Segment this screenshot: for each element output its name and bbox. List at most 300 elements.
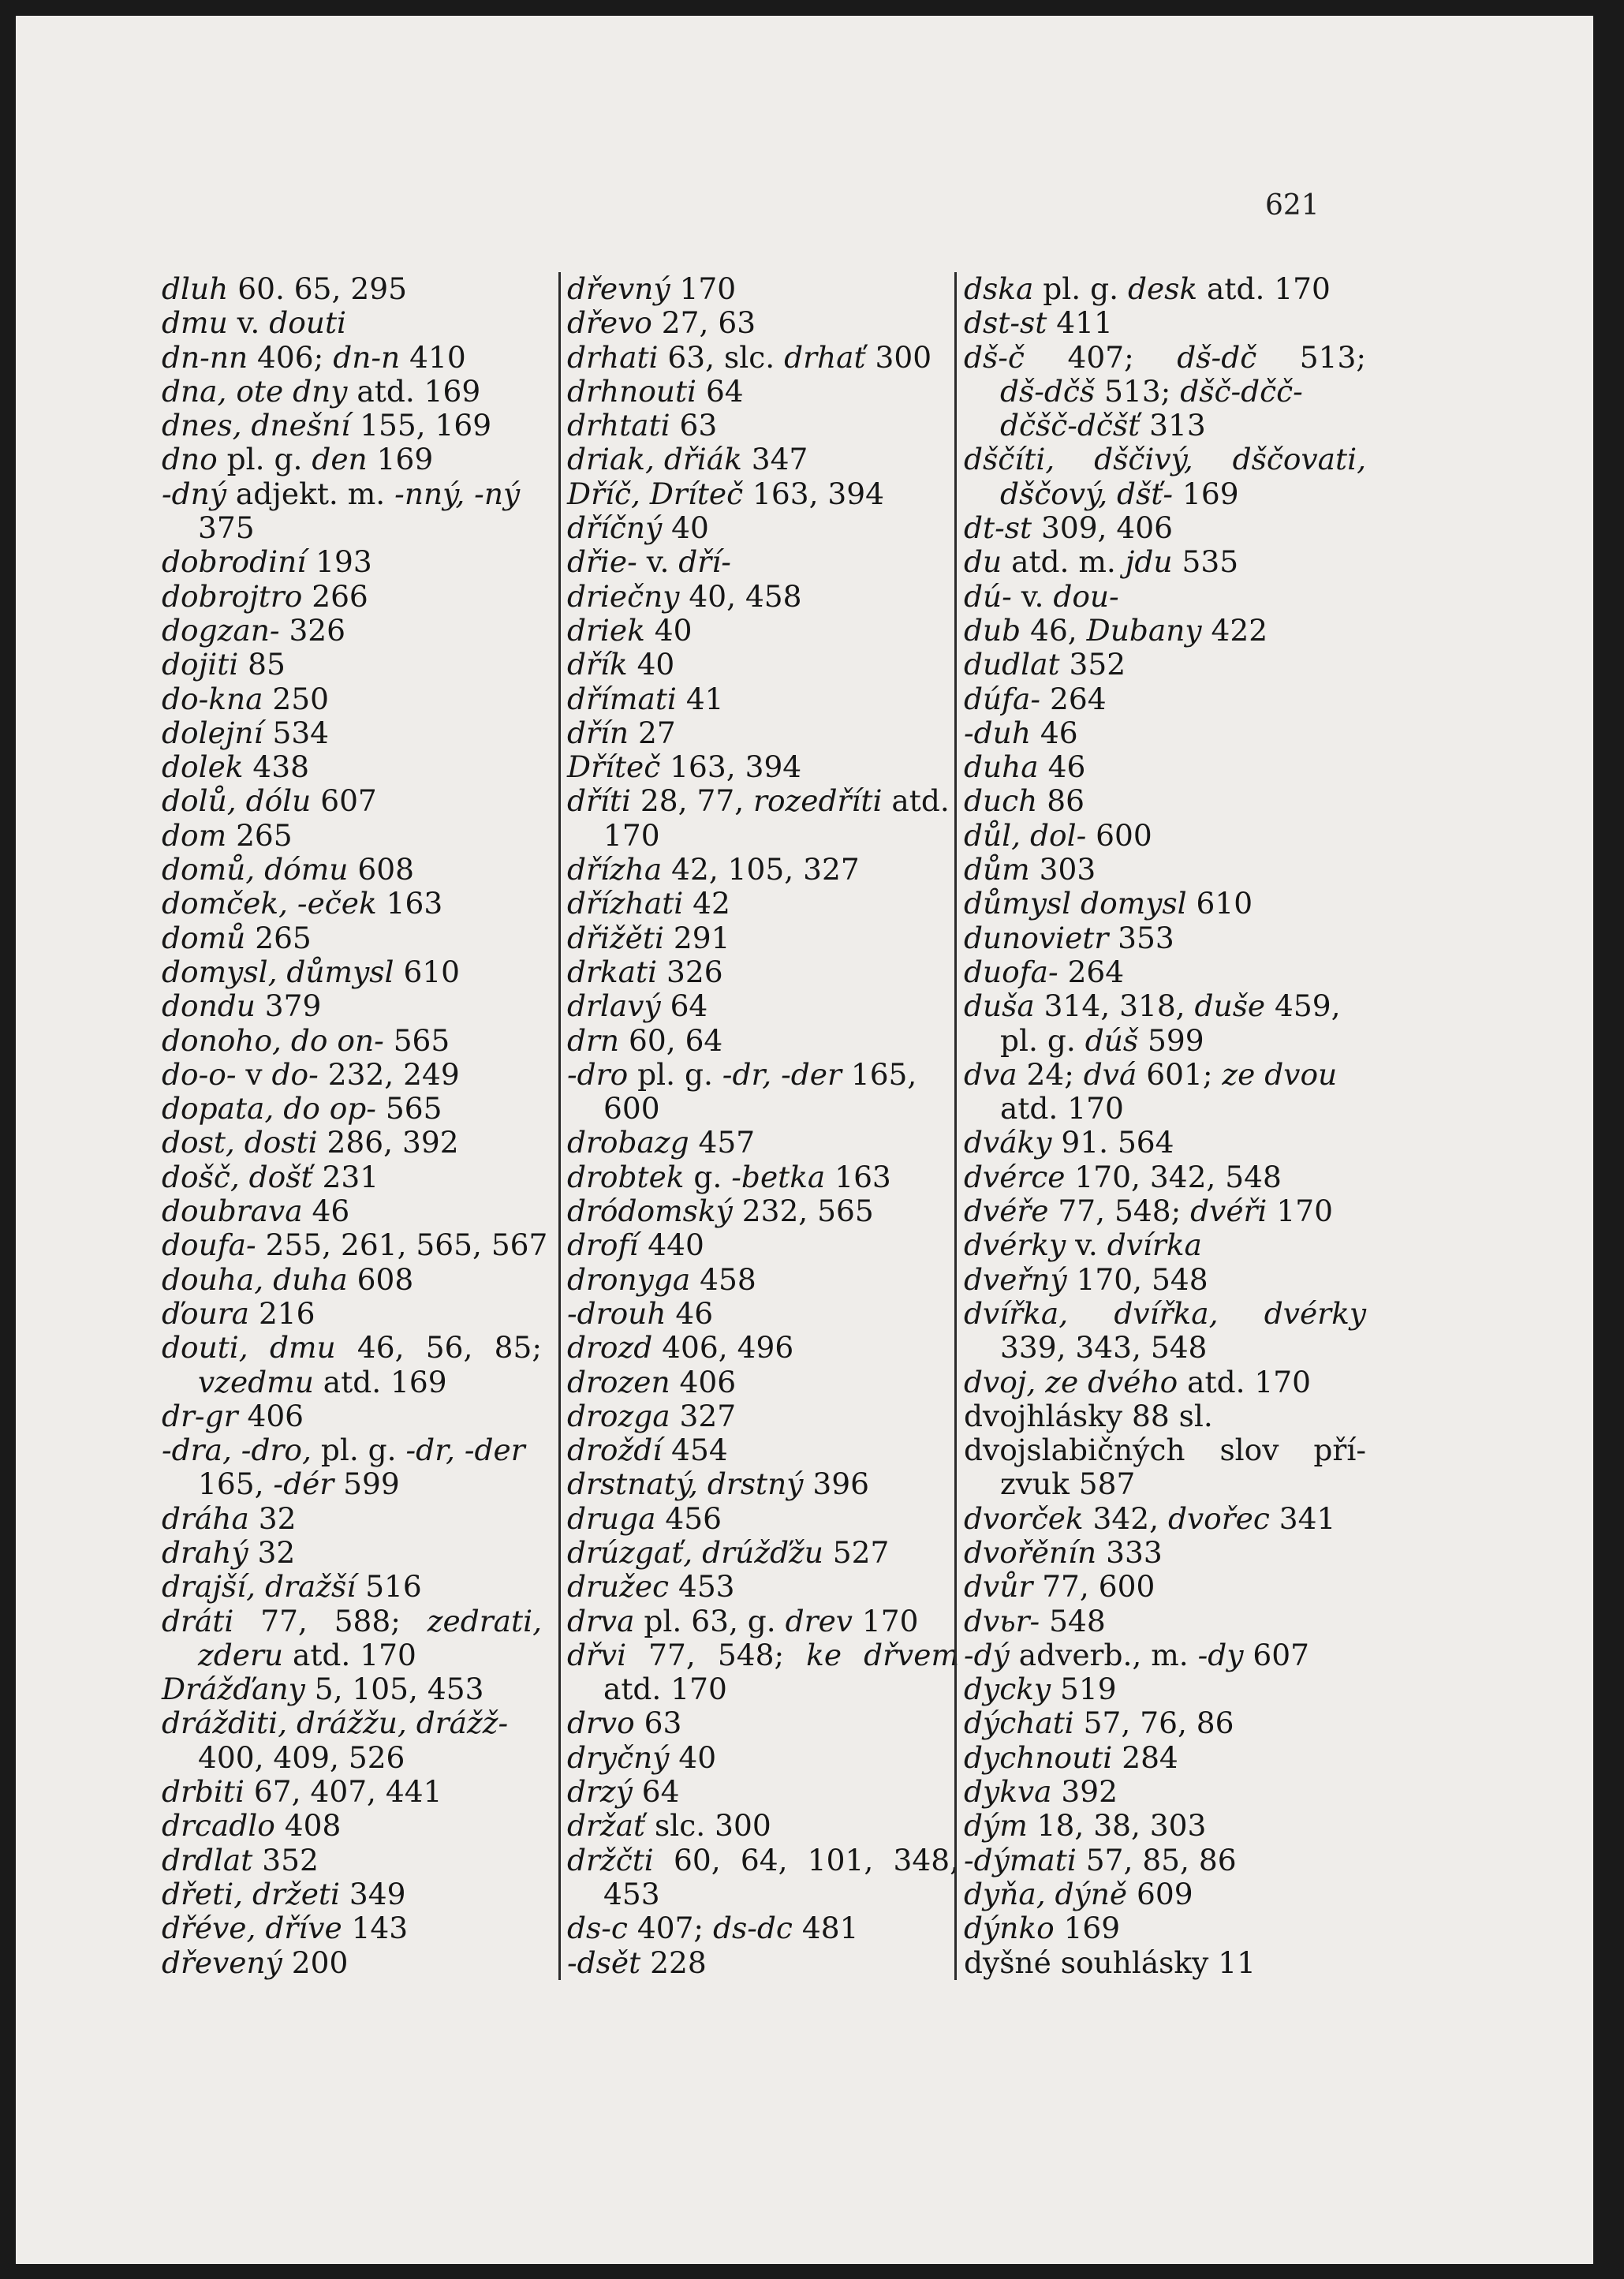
headword-text: driek <box>567 612 645 648</box>
headword-text: -dra, -dro, <box>162 1433 312 1468</box>
headword-text: držať <box>567 1808 646 1844</box>
headword-text: dvéři <box>1190 1194 1267 1229</box>
index-entry <box>567 1297 959 1331</box>
headword-text: dřevený <box>162 1945 282 1980</box>
headword-text: driečny <box>567 578 680 614</box>
headword-text: dřímati <box>567 681 677 716</box>
headword-text: dým <box>964 1808 1028 1844</box>
reference-text: slc. 300 <box>645 1808 771 1844</box>
reference-text: 314, 318, <box>1034 988 1195 1024</box>
reference-text: 64 <box>632 1774 680 1810</box>
index-entry <box>964 819 1366 853</box>
headword-text: dýchati <box>964 1706 1074 1741</box>
index-entry <box>162 716 542 750</box>
index-entry <box>162 1672 542 1706</box>
headword-text: drn <box>567 1022 620 1058</box>
headword-text: dmu <box>162 305 228 341</box>
index-entry <box>162 1160 542 1194</box>
reference-text: 170 <box>852 1603 919 1638</box>
index-entry <box>964 477 1366 511</box>
headword-text: dvérce <box>964 1159 1066 1194</box>
headword-text: -duh <box>964 715 1031 750</box>
index-entry <box>162 1775 542 1809</box>
headword-text: -dr, -der <box>722 1056 842 1092</box>
headword-text: dno <box>162 442 218 477</box>
reference-text: 535 <box>1172 544 1239 580</box>
reference-text: 349 <box>339 1876 406 1911</box>
headword-text: Drážďany <box>162 1672 305 1707</box>
index-entry <box>162 1946 542 1980</box>
headword-text: doufa- <box>162 1227 256 1263</box>
index-entry <box>567 272 959 306</box>
headword-text: dš-č <box>964 339 1025 375</box>
index-entry <box>567 1502 959 1536</box>
reference-text: 609 <box>1127 1876 1193 1911</box>
headword-text: dost, dosti <box>162 1125 318 1160</box>
index-entry <box>567 1433 959 1467</box>
reference-text: 232, 249 <box>318 1056 460 1092</box>
reference-text: 228 <box>640 1945 707 1980</box>
reference-text: 392 <box>1051 1774 1118 1810</box>
index-entry <box>567 1877 959 1911</box>
index-entry <box>964 1570 1366 1604</box>
index-entry <box>964 1672 1366 1706</box>
headword-text: dub <box>964 612 1021 648</box>
headword-text: vzedmu <box>198 1364 314 1399</box>
index-entry <box>567 409 959 443</box>
reference-text: 300 <box>865 339 932 375</box>
headword-text: dr-gr <box>162 1398 238 1433</box>
reference-text: 481 <box>792 1911 859 1946</box>
index-entry <box>567 580 959 614</box>
reference-text: 46 <box>1030 715 1078 750</box>
headword-text: -dsět <box>567 1945 641 1980</box>
reference-text: atd. 170 <box>283 1637 416 1672</box>
index-entry <box>567 477 959 511</box>
index-entry <box>964 784 1366 818</box>
reference-text: atd. 170 <box>1178 1364 1311 1399</box>
reference-text: 91. 564 <box>1051 1125 1174 1160</box>
page-number: 621 <box>1265 189 1320 222</box>
index-entry <box>964 1775 1366 1809</box>
reference-text: 438 <box>243 749 309 785</box>
index-entry <box>567 1911 959 1945</box>
headword-text: ke dřvem <box>806 1637 959 1672</box>
reference-text: 600 <box>603 1091 660 1126</box>
index-column-right <box>954 272 1366 1980</box>
index-entry <box>964 1126 1366 1160</box>
headword-text: dřižěti <box>567 920 664 955</box>
reference-text: 347 <box>741 442 808 477</box>
headword-text: drúzgať, drúžďžu <box>567 1534 823 1570</box>
headword-text: jdu <box>1125 544 1173 580</box>
headword-text: došč, došť <box>162 1159 313 1194</box>
reference-text: 309, 406 <box>1032 510 1173 546</box>
index-entry <box>162 784 542 818</box>
reference-text: 565 <box>383 1022 450 1058</box>
index-entry <box>162 409 542 443</box>
reference-text: 64 <box>660 988 708 1024</box>
headword-text: -nný, -ný <box>394 476 521 511</box>
headword-text: dolejní <box>162 715 263 750</box>
index-entry <box>162 1433 542 1467</box>
index-entry <box>162 614 542 648</box>
index-entry <box>964 1297 1366 1331</box>
headword-text: drstnatý, drstný <box>567 1466 804 1502</box>
index-entry <box>964 306 1366 340</box>
index-entry <box>162 443 542 476</box>
headword-text: dnes, dnešní <box>162 408 351 443</box>
index-entry <box>567 545 959 579</box>
headword-text: dváky <box>964 1125 1052 1160</box>
reference-text: 169 <box>367 442 434 477</box>
index-entry <box>964 750 1366 784</box>
reference-text: pl. 63, g. <box>634 1603 786 1638</box>
index-entry <box>567 1160 959 1194</box>
reference-text: g. <box>684 1159 732 1194</box>
headword-text: -betka <box>731 1159 826 1194</box>
headword-text: drhati <box>567 339 659 375</box>
headword-text: dú- <box>964 578 1012 614</box>
reference-text: 163 <box>376 886 443 921</box>
index-entry <box>567 1366 959 1399</box>
reference-text: 333 <box>1096 1534 1163 1570</box>
index-entry <box>162 272 542 306</box>
reference-text: 57, 85, 86 <box>1076 1842 1237 1877</box>
reference-text: 60, 64, 101, 348, <box>653 1842 959 1877</box>
reference-text: 169 <box>1054 1911 1121 1946</box>
reference-text: 406 <box>670 1364 737 1399</box>
headword-text: dt-st <box>964 510 1032 546</box>
headword-text: do-kna <box>162 681 263 716</box>
index-entry <box>567 819 959 853</box>
index-entry <box>567 784 959 818</box>
headword-text: dřevný <box>567 271 670 306</box>
headword-text: -dý <box>964 1637 1010 1672</box>
index-entry <box>567 1399 959 1433</box>
index-entry <box>964 1399 1366 1433</box>
index-entry <box>567 1844 959 1877</box>
reference-text: 600 <box>1086 817 1152 853</box>
index-entry <box>964 545 1366 579</box>
reference-text: 410 <box>400 339 466 375</box>
index-entry <box>964 1228 1366 1262</box>
reference-text: 5, 105, 453 <box>304 1672 484 1707</box>
headword-text: dunovietr <box>964 920 1109 955</box>
reference-text: atd. 169 <box>313 1364 447 1399</box>
reference-text: 513; <box>1095 373 1181 409</box>
headword-text: dychnouti <box>964 1739 1113 1775</box>
headword-text: dvířka, dvířka, dvérky <box>964 1295 1366 1331</box>
index-entry <box>162 1366 542 1399</box>
index-column-left <box>162 271 548 1980</box>
index-entry <box>567 887 959 921</box>
headword-text: drev <box>785 1603 853 1638</box>
index-entry <box>964 887 1366 921</box>
reference-text: 60. 65, 295 <box>228 271 407 306</box>
reference-text: 264 <box>1040 681 1107 716</box>
headword-text: důl, dol- <box>964 817 1087 853</box>
reference-text: 453 <box>603 1876 660 1911</box>
reference-text: v. <box>227 305 270 341</box>
index-entry <box>162 1536 542 1570</box>
reference-text: 163, 394 <box>743 476 884 511</box>
headword-text: dřízha <box>567 852 663 887</box>
headword-text: drozen <box>567 1364 670 1399</box>
reference-text: 170 <box>1267 1194 1333 1229</box>
reference-text: 457 <box>689 1125 756 1160</box>
headword-text: drcadlo <box>162 1808 275 1844</box>
headword-text: dřvi <box>567 1637 627 1672</box>
headword-text: drbiti <box>162 1774 245 1810</box>
headword-text: dondu <box>162 988 256 1024</box>
headword-text: dvá <box>1083 1056 1137 1092</box>
reference-text: 46 <box>1038 749 1086 785</box>
reference-text: 406 <box>237 1398 304 1433</box>
headword-text: doubrava <box>162 1194 303 1229</box>
reference-text: 170, 342, 548 <box>1065 1159 1282 1194</box>
index-entry <box>567 1228 959 1262</box>
index-entry <box>162 1126 542 1160</box>
reference-text: 459, <box>1265 988 1341 1024</box>
headword-text: dvořec <box>1167 1500 1270 1536</box>
headword-text: dvьr- <box>964 1603 1040 1638</box>
reference-text: 291 <box>663 920 730 955</box>
reference-text: zvuk 587 <box>1000 1466 1136 1502</box>
index-entry <box>162 580 542 614</box>
index-entry <box>567 716 959 750</box>
index-entry <box>964 1467 1366 1501</box>
reference-text: 143 <box>342 1911 409 1946</box>
index-entry <box>567 682 959 716</box>
headword-text: dobrodiní <box>162 544 307 580</box>
headword-text: domů <box>162 920 246 955</box>
headword-text: ze dvou <box>1222 1056 1338 1092</box>
index-entry <box>964 409 1366 443</box>
index-entry <box>964 1194 1366 1228</box>
reference-text: 169 <box>1173 476 1239 511</box>
index-entry <box>964 511 1366 545</box>
reference-text: atd. 170 <box>1197 271 1331 306</box>
headword-text: do-o- <box>162 1056 237 1092</box>
index-entry <box>162 1399 542 1433</box>
reference-text: 286, 392 <box>317 1125 459 1160</box>
reference-text: 77, 588; <box>233 1603 427 1638</box>
index-entry <box>964 1366 1366 1399</box>
headword-text: dščíti, dščivý, dščovati, <box>964 442 1366 477</box>
reference-text: 601; <box>1137 1056 1223 1092</box>
headword-text: dródomský <box>567 1194 733 1229</box>
headword-text: drhať <box>784 339 866 375</box>
index-entry <box>964 1844 1366 1877</box>
reference-text: 40 <box>644 612 693 648</box>
reference-text: 406, 496 <box>652 1330 794 1366</box>
index-entry <box>162 1058 542 1092</box>
index-entry <box>162 921 542 955</box>
headword-text: dycky <box>964 1672 1051 1707</box>
headword-text: dvérky <box>964 1227 1066 1263</box>
reference-text: 440 <box>638 1227 704 1263</box>
reference-text: 599 <box>1138 1022 1204 1058</box>
reference-text: v. <box>1011 578 1054 614</box>
headword-text: druga <box>567 1500 656 1536</box>
reference-text: 46, 56, 85; <box>335 1330 542 1366</box>
reference-text: adverb., m. <box>1009 1637 1198 1672</box>
index-entry <box>162 750 542 784</box>
reference-text: 46 <box>302 1194 350 1229</box>
headword-text: dopata, do op- <box>162 1091 376 1126</box>
reference-text: 42, 105, 327 <box>662 852 860 887</box>
reference-text: 28, 77, <box>631 783 754 819</box>
headword-text: důmysl domysl <box>964 886 1187 921</box>
headword-text: douti <box>269 305 347 341</box>
index-entry <box>567 648 959 682</box>
reference-text: pl. g. <box>217 442 312 477</box>
index-entry <box>964 1092 1366 1126</box>
headword-text: desk <box>1127 271 1198 306</box>
reference-text: 57, 76, 86 <box>1073 1706 1234 1741</box>
reference-text: pl. g. <box>1033 271 1128 306</box>
reference-text: 85 <box>238 647 286 682</box>
headword-text: dřie- <box>567 544 637 580</box>
headword-text: ďoura <box>162 1295 250 1331</box>
index-entry <box>964 955 1366 989</box>
headword-text: dšč-dčč- <box>1180 373 1303 409</box>
reference-text: atd. 169 <box>347 373 481 409</box>
headword-text: duofa- <box>964 954 1058 989</box>
headword-text: ds-c <box>567 1911 628 1946</box>
reference-text: 610 <box>394 954 461 989</box>
headword-text: drozd <box>567 1330 653 1366</box>
index-entry <box>964 1605 1366 1638</box>
headword-text: dřík <box>567 647 628 682</box>
headword-text: dvéře <box>964 1194 1049 1229</box>
reference-text: 396 <box>803 1466 869 1502</box>
headword-text: -dér <box>273 1466 334 1502</box>
reference-text: 86 <box>1037 783 1085 819</box>
index-entry <box>567 1809 959 1843</box>
headword-text: drozga <box>567 1398 670 1433</box>
reference-text: 170 <box>603 817 660 853</box>
reference-text: 534 <box>263 715 330 750</box>
index-entry <box>162 1502 542 1536</box>
reference-text: 231 <box>312 1159 379 1194</box>
reference-text: 422 <box>1201 612 1268 648</box>
reference-text: 63, slc. <box>658 339 785 375</box>
reference-text: 77, 548; <box>1048 1194 1191 1229</box>
index-entry <box>162 1706 542 1740</box>
reference-text: 327 <box>670 1398 737 1433</box>
headword-text: dn-n <box>333 339 401 375</box>
reference-text: atd. <box>882 783 950 819</box>
index-entry <box>162 1227 548 1263</box>
index-entry <box>162 477 542 511</box>
headword-text: dveřný <box>964 1261 1067 1297</box>
reference-text: v. <box>1066 1227 1107 1263</box>
headword-text: dvírka <box>1107 1227 1202 1263</box>
index-entry <box>567 921 959 955</box>
index-entry <box>964 1706 1366 1740</box>
reference-text: v. <box>637 544 679 580</box>
index-entry <box>964 1502 1366 1536</box>
reference-text: 565 <box>375 1091 442 1126</box>
headword-text: -drouh <box>567 1295 666 1331</box>
reference-text: adjekt. m. <box>226 476 395 511</box>
index-entry <box>964 1331 1366 1365</box>
reference-text: 453 <box>669 1569 735 1605</box>
headword-text: dluh <box>162 271 229 306</box>
reference-text: 63 <box>670 408 718 443</box>
reference-text: 599 <box>334 1466 400 1502</box>
reference-text: 610 <box>1186 886 1253 921</box>
index-entry <box>162 511 542 545</box>
reference-text: 232, 565 <box>732 1194 874 1229</box>
index-entry <box>964 1741 1366 1775</box>
index-entry <box>567 1126 959 1160</box>
reference-text: 165, <box>841 1056 917 1092</box>
headword-text: dráti <box>162 1603 234 1638</box>
headword-text: dřéve, dříve <box>162 1911 342 1946</box>
headword-text: dům <box>964 852 1030 887</box>
index-entry <box>567 1467 959 1501</box>
headword-text: douti, dmu <box>162 1330 336 1366</box>
headword-text: drzý <box>567 1774 633 1810</box>
index-entry <box>567 511 959 545</box>
headword-text: drobtek <box>567 1159 685 1194</box>
index-entry <box>567 341 959 375</box>
reference-text: 375 <box>198 510 255 546</box>
headword-text: domček, -eček <box>162 886 377 921</box>
index-entry <box>162 955 542 989</box>
index-entry <box>964 1946 1366 1980</box>
reference-text: 456 <box>655 1500 722 1536</box>
headword-text: dykva <box>964 1774 1052 1810</box>
reference-text: 407; <box>1024 339 1178 375</box>
headword-text: dst-st <box>964 305 1047 341</box>
headword-text: drhnouti <box>567 373 697 409</box>
index-entry <box>162 1297 542 1331</box>
reference-text: 458 <box>690 1261 756 1297</box>
reference-text: 32 <box>248 1534 296 1570</box>
index-entry <box>964 1536 1366 1570</box>
headword-text: dýnko <box>964 1911 1055 1946</box>
headword-text: den <box>312 442 368 477</box>
index-entry <box>964 716 1366 750</box>
reference-text: 60, 64 <box>619 1022 723 1058</box>
index-entry <box>964 1809 1366 1843</box>
headword-text: dva <box>964 1056 1017 1092</box>
index-entry <box>567 1194 959 1228</box>
index-entry <box>567 1536 959 1570</box>
headword-text: dráha <box>162 1500 249 1536</box>
index-entry <box>567 853 959 887</box>
reference-text: atd. m. <box>1002 544 1126 580</box>
reference-text: 170, 548 <box>1066 1261 1208 1297</box>
headword-text: dščový, dšť- <box>1000 476 1174 511</box>
index-column-middle <box>558 272 959 1980</box>
headword-text: duha <box>964 749 1039 785</box>
reference-text: 516 <box>356 1569 422 1605</box>
headword-text: -dro <box>567 1056 629 1092</box>
headword-text: dryčný <box>567 1739 670 1775</box>
reference-text: 326 <box>657 954 723 989</box>
headword-text: dojiti <box>162 647 239 682</box>
headword-text: dudlat <box>964 647 1060 682</box>
index-entry <box>964 1160 1366 1194</box>
index-entry <box>567 306 959 340</box>
headword-text: driak, dřiák <box>567 442 742 477</box>
headword-text: -dy <box>1197 1637 1244 1672</box>
